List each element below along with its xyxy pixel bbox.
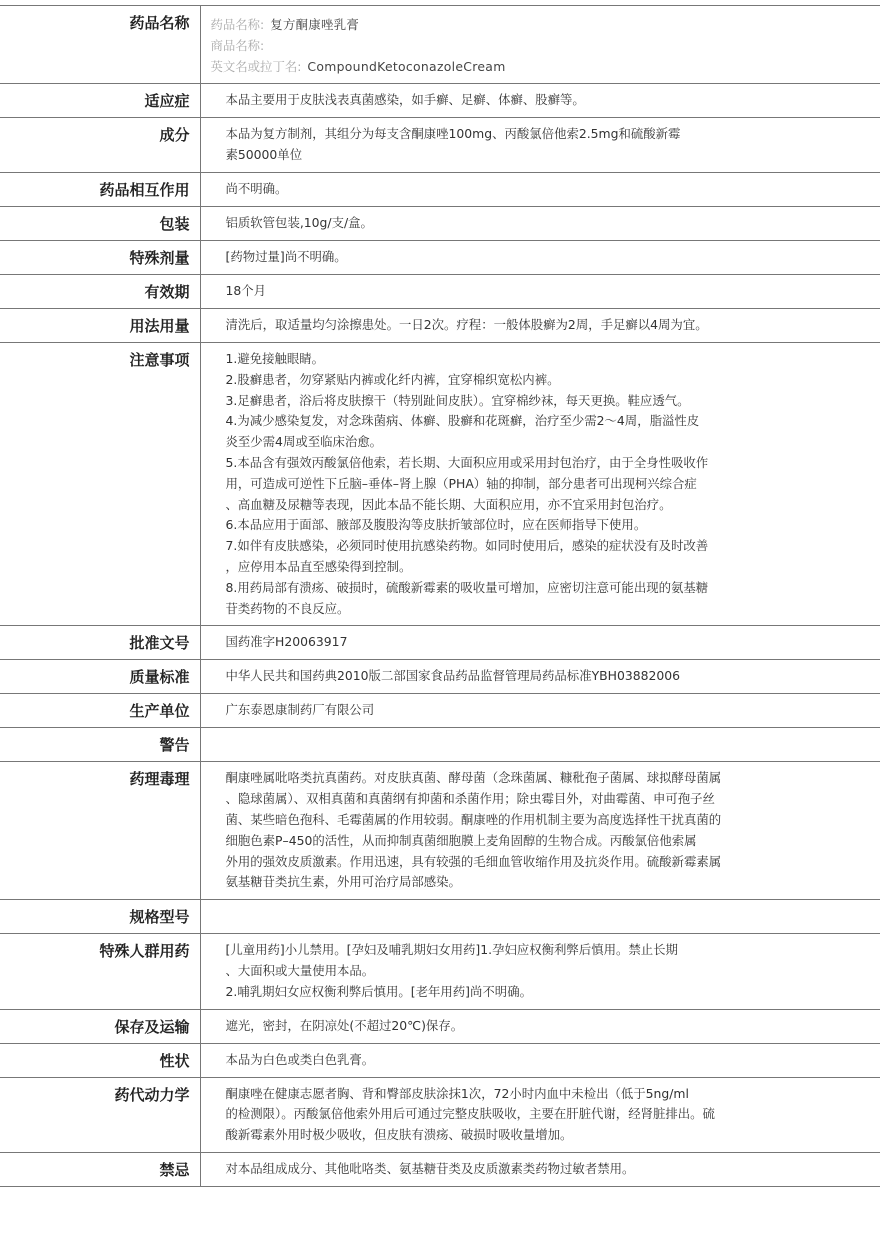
- value-line: 清洗后，取适量均匀涂擦患处。一日2次。疗程：一般体股癣为2周，手足癣以4周为宜。: [225, 316, 708, 332]
- value-line: 中华人民共和国药典2010版二部国家食品药品监督管理局药品标准YBH03882006: [225, 668, 681, 684]
- spec-row: [0, 274, 880, 308]
- row-label: 成分: [0, 118, 200, 173]
- value-line: 对本品组成成分、其他吡咯类、氨基糖苷类及皮质激素类药物过敏者禁用。: [225, 1160, 635, 1176]
- row-value: [200, 900, 880, 934]
- spec-row: [0, 308, 880, 342]
- row-label: 保存及运输: [0, 1009, 200, 1043]
- spec-row: [0, 762, 880, 900]
- row-value: [200, 762, 880, 900]
- value-line: 7.如伴有皮肤感染，必须同时使用抗感染药物。如同时使用后，感染的症状没有及时改善: [225, 538, 709, 554]
- row-value: [200, 728, 880, 762]
- value-line: ，应停用本品直至感染得到控制。: [225, 558, 412, 574]
- value-line: 本品为复方制剂，其组分为每支含酮康唑100mg、丙酸氯倍他索2.5mg和硫酸新霉: [225, 126, 681, 142]
- spec-row: [0, 626, 880, 660]
- spec-row: [0, 934, 880, 1009]
- spec-row: [0, 240, 880, 274]
- value-line: 18个月: [225, 282, 267, 298]
- value-line: 2.股癣患者，勿穿紧贴内裤或化纤内裤，宜穿棉织宽松内裤。: [225, 371, 560, 387]
- value-line: 素50000单位: [225, 147, 303, 163]
- row-label: 药品名称: [0, 6, 200, 84]
- value-line: [儿童用药]小儿禁用。[孕妇及哺乳期妇女用药]1.孕妇应权衡利弊后慎用。禁止长期: [225, 942, 678, 958]
- value-line: 酸新霉素外用时极少吸收，但皮肤有溃疡、破损时吸收量增加。: [225, 1127, 573, 1143]
- row-label: 特殊剂量: [0, 240, 200, 274]
- generic-name-value: 复方酮康唑乳膏: [270, 17, 360, 32]
- row-value: [200, 1077, 880, 1152]
- value-line: 5.本品含有强效丙酸氯倍他索，若长期、大面积应用或采用封包治疗，由于全身性吸收作: [225, 454, 709, 470]
- value-line: 1.避免接触眼睛。: [225, 350, 325, 366]
- row-label: 药代动力学: [0, 1077, 200, 1152]
- row-value: [200, 118, 880, 173]
- trade-name-key: 商品名称:: [210, 37, 265, 53]
- row-label: 禁忌: [0, 1152, 200, 1186]
- row-label: 批准文号: [0, 626, 200, 660]
- row-label: 生产单位: [0, 694, 200, 728]
- value-line: 氨基糖苷类抗生素，外用可治疗局部感染。: [225, 874, 461, 890]
- spec-row: [0, 1009, 880, 1043]
- spec-row: [0, 660, 880, 694]
- row-value: [200, 240, 880, 274]
- value-line: 苷类药物的不良反应。: [225, 600, 350, 616]
- value-line: 炎至少需4周或至临床治愈。: [225, 434, 383, 450]
- value-line: 、隐球菌属）、双相真菌和真菌纲有抑菌和杀菌作用；除虫霉目外，对曲霉菌、申可孢子丝: [225, 791, 715, 807]
- value-line: 3.足癣患者，浴后将皮肤擦干（特别趾间皮肤）。宜穿棉纱袜，每天更换。鞋应透气。: [225, 392, 690, 408]
- row-label: 特殊人群用药: [0, 934, 200, 1009]
- spec-row: [0, 342, 880, 625]
- spec-row: [0, 1152, 880, 1186]
- value-line: 8.用药局部有溃疡、破损时，硫酸新霉素的吸收量可增加，应密切注意可能出现的氨基糖: [225, 579, 709, 595]
- drug-spec-table: [0, 5, 880, 1187]
- spec-row: [0, 84, 880, 118]
- english-name-value: CompoundKetoconazoleCream: [307, 58, 506, 74]
- row-value: [200, 934, 880, 1009]
- spec-row: [0, 900, 880, 934]
- value-line: 酮康唑属吡咯类抗真菌药。对皮肤真菌、酵母菌（念珠菌属、糠秕孢子菌属、球拟酵母菌属: [225, 770, 722, 786]
- row-label: 适应症: [0, 84, 200, 118]
- value-line: 细胞色素P–450的活性，从而抑制真菌细胞膜上麦角固醇的生物合成。丙酸氯倍他索属: [225, 832, 697, 848]
- row-value: [200, 1043, 880, 1077]
- value-line: 菌、某些暗色孢科、毛霉菌属的作用较弱。酮康唑的作用机制主要为高度选择性干扰真菌的: [225, 811, 722, 827]
- spec-row: [0, 694, 880, 728]
- value-line: 国药准字H20063917: [225, 634, 348, 650]
- value-line: 、高血糖及尿糖等表现，因此本品不能长期、大面积应用，亦不宜采用封包治疗。: [225, 496, 672, 512]
- row-label: 药理毒理: [0, 762, 200, 900]
- row-value: [200, 1009, 880, 1043]
- value-line: 6.本品应用于面部、腋部及腹股沟等皮肤折皱部位时，应在医师指导下使用。: [225, 517, 647, 533]
- value-line: 、大面积或大量使用本品。: [225, 962, 375, 978]
- spec-row: [0, 1077, 880, 1152]
- value-line: 外用的强效皮质激素。作用迅速，具有较强的毛细血管收缩作用及抗炎作用。硫酸新霉素属: [225, 853, 722, 869]
- row-value: [200, 274, 880, 308]
- value-line: 的检测限）。丙酸氯倍他索外用后可通过完整皮肤吸收，主要在肝脏代谢，经肾脏排出。硫: [225, 1106, 715, 1122]
- row-value: [200, 206, 880, 240]
- value-line: 2.哺乳期妇女应权衡利弊后慎用。[老年用药]尚不明确。: [225, 983, 532, 999]
- spec-row: [0, 206, 880, 240]
- value-line: [药物过量]尚不明确。: [225, 248, 347, 264]
- row-label: 包装: [0, 206, 200, 240]
- value-line: 广东泰恩康制药厂有限公司: [225, 702, 375, 718]
- spec-row: [0, 728, 880, 762]
- row-value: [200, 660, 880, 694]
- spec-row: [0, 172, 880, 206]
- row-value: [200, 1152, 880, 1186]
- drug-name-block: [200, 6, 880, 84]
- spec-row: [0, 118, 880, 173]
- generic-name-key: 药品名称:: [210, 17, 265, 32]
- row-label: 质量标准: [0, 660, 200, 694]
- row-value: [200, 84, 880, 118]
- value-line: 遮光，密封，在阴凉处(不超过20℃)保存。: [225, 1017, 464, 1033]
- row-label: 注意事项: [0, 342, 200, 625]
- value-line: 本品为白色或类白色乳膏。: [225, 1051, 375, 1067]
- row-value: [200, 342, 880, 625]
- row-value: [200, 172, 880, 206]
- value-line: 铝质软管包装,10g/支/盒。: [225, 214, 373, 230]
- spec-row: [0, 1043, 880, 1077]
- value-line: 酮康唑在健康志愿者胸、背和臀部皮肤涂抹1次，72小时内血中未检出（低于5ng/ml: [225, 1085, 689, 1101]
- value-line: 本品主要用于皮肤浅表真菌感染，如手癣、足癣、体癣、股癣等。: [225, 92, 585, 108]
- row-drug-name: [0, 6, 880, 84]
- row-value: [200, 308, 880, 342]
- row-label: 用法用量: [0, 308, 200, 342]
- row-label: 警告: [0, 728, 200, 762]
- row-label: 药品相互作用: [0, 172, 200, 206]
- row-label: 规格型号: [0, 900, 200, 934]
- english-name-key: 英文名或拉丁名:: [210, 58, 302, 74]
- row-label: 性状: [0, 1043, 200, 1077]
- row-label: 有效期: [0, 274, 200, 308]
- value-line: 用，可造成可逆性下丘脑–垂体–肾上腺（PHA）轴的抑制，部分患者可出现柯兴综合症: [225, 475, 697, 491]
- value-line: 4.为减少感染复发，对念珠菌病、体癣、股癣和花斑癣，治疗至少需2～4周，脂溢性皮: [225, 413, 700, 429]
- row-value: [200, 694, 880, 728]
- row-value: [200, 626, 880, 660]
- value-line: 尚不明确。: [225, 180, 288, 196]
